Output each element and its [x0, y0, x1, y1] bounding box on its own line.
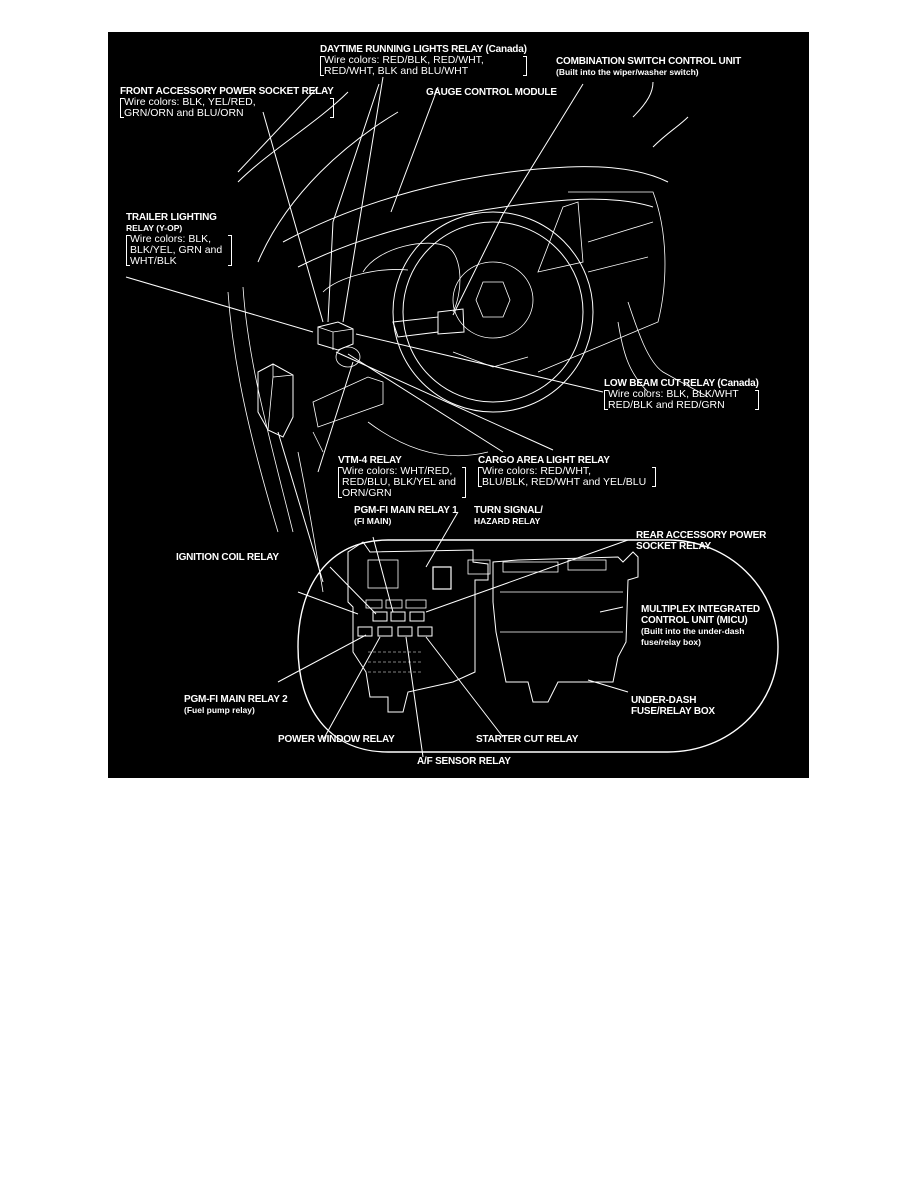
micu-sub-2: fuse/relay box)	[641, 637, 701, 647]
pgm-fi-main-relay-1-label	[354, 505, 457, 527]
front-acc-title: FRONT ACCESSORY POWER SOCKET RELAY	[120, 86, 334, 97]
micu-sub: (Built into the under-dash	[641, 626, 745, 636]
vtm4-wire-colors	[338, 466, 466, 499]
wire-line: WHT/BLK	[130, 255, 177, 267]
starter-title: STARTER CUT RELAY	[476, 734, 579, 745]
pgm-fi-main-relay-2-label	[184, 694, 287, 716]
wire-line: RED/WHT, BLK and BLU/WHT	[324, 65, 469, 77]
wire-line: Wire colors: RED/BLK, RED/WHT,	[324, 54, 484, 66]
vtm4-relay-label	[338, 455, 466, 499]
wire-line: Wire colors: RED/WHT,	[482, 465, 592, 477]
trailer-lighting-relay-label	[126, 212, 232, 267]
af-sensor-relay-label	[417, 756, 511, 767]
gauge-control-module-label	[426, 87, 557, 98]
wire-line: RED/BLU, BLK/YEL and	[342, 476, 457, 488]
ignition-coil-relay-label	[176, 552, 279, 563]
combo-title: COMBINATION SWITCH CONTROL UNIT	[556, 56, 742, 67]
rear-accessory-relay-label	[636, 530, 766, 552]
combo-sub: (Built into the wiper/washer switch)	[556, 67, 699, 77]
trailer-wire-colors	[126, 234, 232, 267]
turn-title-2: HAZARD RELAY	[474, 516, 541, 526]
rear-acc-title: REAR ACCESSORY POWER	[636, 530, 767, 541]
wire-line: GRN/ORN and BLU/ORN	[124, 107, 244, 119]
ignition-title: IGNITION COIL RELAY	[176, 552, 279, 563]
relay-location-diagram	[108, 32, 809, 778]
power-window-title: POWER WINDOW RELAY	[278, 734, 395, 745]
rear-acc-title-2: SOCKET RELAY	[636, 541, 712, 552]
turn-signal-hazard-relay-label	[474, 505, 543, 527]
low-beam-title: LOW BEAM CUT RELAY (Canada)	[604, 378, 759, 389]
power-window-relay-label	[278, 734, 395, 745]
wire-line: Wire colors: BLK,	[130, 233, 212, 245]
under-dash-fuse-box-label	[631, 695, 715, 717]
drl-relay-label	[320, 44, 527, 77]
front-acc-wire-colors	[120, 97, 334, 119]
cargo-area-light-relay-label	[478, 455, 656, 488]
cargo-wire-colors	[478, 466, 656, 488]
pgm1-title: PGM-FI MAIN RELAY 1	[354, 505, 458, 516]
wire-line: Wire colors: WHT/RED,	[342, 465, 453, 477]
turn-title: TURN SIGNAL/	[474, 505, 543, 516]
micu-label	[641, 604, 760, 648]
wire-line: Wire colors: BLK, BLK/WHT	[608, 388, 739, 400]
drl-relay-wire-colors	[320, 55, 527, 77]
micu-title-2: CONTROL UNIT (MICU)	[641, 615, 748, 626]
wire-line: RED/BLK and RED/GRN	[608, 399, 725, 411]
vtm4-title: VTM-4 RELAY	[338, 455, 402, 466]
drl-relay-title: DAYTIME RUNNING LIGHTS RELAY (Canada)	[320, 44, 527, 55]
wire-line: Wire colors: BLK, YEL/RED,	[124, 96, 256, 108]
wire-line: ORN/GRN	[342, 487, 392, 499]
under-dash-title: UNDER-DASH	[631, 695, 697, 706]
front-accessory-relay-label	[120, 86, 334, 119]
gauge-title: GAUGE CONTROL MODULE	[426, 87, 557, 98]
micu-title: MULTIPLEX INTEGRATED	[641, 604, 760, 615]
trailer-title: TRAILER LIGHTING	[126, 212, 217, 223]
starter-cut-relay-label	[476, 734, 578, 745]
low-beam-wire-colors	[604, 389, 759, 411]
pgm2-sub: (Fuel pump relay)	[184, 705, 255, 715]
under-dash-title-2: FUSE/RELAY BOX	[631, 706, 715, 717]
pgm1-sub: (FI MAIN)	[354, 516, 392, 526]
pgm2-title: PGM-FI MAIN RELAY 2	[184, 694, 288, 705]
low-beam-cut-relay-label	[604, 378, 759, 411]
af-sensor-title: A/F SENSOR RELAY	[417, 756, 511, 767]
wire-line: BLU/BLK, RED/WHT and YEL/BLU	[482, 476, 647, 488]
wire-line: BLK/YEL, GRN and	[130, 244, 223, 256]
cargo-title: CARGO AREA LIGHT RELAY	[478, 455, 610, 466]
combination-switch-label	[556, 56, 741, 78]
trailer-title-2: RELAY (Y-OP)	[126, 223, 183, 233]
